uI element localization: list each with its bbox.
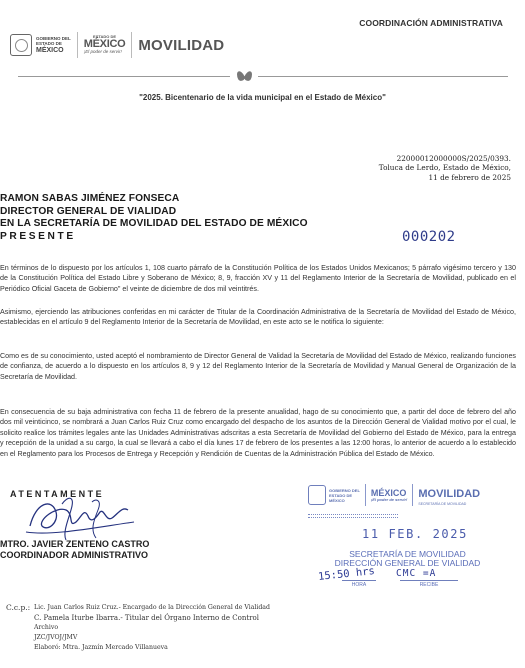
stamp-logos	[308, 484, 480, 506]
folio-number-stamp: 000202	[402, 229, 456, 245]
document-folio: 22000012000000S/2025/0393.	[396, 154, 511, 163]
addressee-name: RAMON SABAS JIMÉNEZ FONSECA	[0, 193, 180, 204]
body-paragraph: En consecuencia de su baja administrativa con fecha 11 de febrero de la presente anualidad, hago de su conocimiento que, a partir del doce de febrero del año dos mil veinticinco, se nombrará a Juan Carlos Ruiz Cruz como encargado del despacho de los asuntos de la Dirección General de Vialidad motivo por el cual, le solicito realice los trámites legales ante las Unidades Administrativas adscritas a esta Secretaría de Movilidad del Gobierno del Estado de México, para la entrega y recepción de la unidad a su cargo, la cual se llevará a cabo el día lunes 17 de febrero de los presentes a las 12:00 horas, lo anterior de acuerdo a lo establecido en el Reglamento para los Procesos de Entrega y Recepción y Rendición de Cuentas de la Administración Pública del Estado de México.	[0, 408, 516, 458]
mx-name-label: MÉXICO	[83, 38, 126, 51]
body-paragraph: En términos de lo dispuesto por los artículos 1, 108 cuarto párrafo de la Constitución Política de los Estados Unidos Mexicanos; 5 párrafo vigésimo tercero y 130 de la Constitución Política del Estado Libre y Soberano de México; 8, 9, fracción XV y 11 del Reglamento Interior de la Secretaría de Movilidad, publicado en el Periódico Oficial Gaceta de Gobierno" el veinte de diciembre de dos mil veintitrés.	[0, 264, 516, 293]
stamp-gov-text	[329, 488, 360, 503]
ccp-line: Elaboró: Mtra. Jazmín Mercado Villanueva	[34, 644, 168, 651]
stamp-recibe-label: RECIBE	[400, 580, 458, 588]
stamp-mexico-logo	[371, 489, 407, 502]
stamp-mx-name: MÉXICO	[370, 487, 407, 498]
signer-name: MTRO. JAVIER ZENTENO CASTRO	[0, 539, 150, 549]
ccp-line: Lic. Juan Carlos Ruiz Cruz.- Encargado de la Dirección General de Vialidad	[34, 604, 270, 611]
stamp-seal-icon	[308, 485, 326, 505]
body-paragraph: Asimismo, ejerciendo las atribuciones conferidas en mi carácter de Titular de la Coordinación Administrativa de la Secretaría de Movilidad del Estado de México, establecidas en el artículo 9 del Reglamento Interior de la Secretaría de Movilidad, en este acto se le notifica lo siguiente:	[0, 308, 516, 327]
handwritten-signature	[22, 492, 142, 544]
addressee-title-1: DIRECTOR GENERAL DE VIALIDAD	[0, 205, 177, 217]
stamp-gov-small: GOBIERNO DEL	[329, 487, 360, 493]
stamp-mx-tag: ¡El poder de servir!	[370, 496, 408, 502]
stamp-office-line-1: SECRETARÍA DE MOVILIDAD	[349, 549, 466, 559]
closing-atentamente: ATENTAMENTE	[10, 489, 105, 499]
ccp-line: Archivo	[34, 624, 59, 631]
salutation: PRESENTE	[0, 230, 76, 242]
stamp-separator	[365, 484, 366, 506]
stamp-brand-sub: SECRETARÍA DE MOVILIDAD	[418, 502, 467, 506]
document-date: 11 de febrero de 2025	[428, 172, 511, 182]
flower-ornament-icon	[236, 70, 254, 82]
mx-tagline: ¡El poder de servir!	[83, 49, 122, 55]
received-stamp	[300, 480, 515, 590]
signer-title: COORDINADOR ADMINISTRATIVO	[0, 549, 148, 560]
reference-block	[379, 154, 511, 182]
gov-small-label: GOBIERNO DEL	[36, 35, 71, 41]
stamp-handwritten-time: 15:50 hrs	[317, 565, 376, 583]
gov-estado-label: ESTADO DE	[36, 41, 62, 46]
addressee-title-2: EN LA SECRETARÍA DE MOVILIDAD DEL ESTADO DE MÉXICO	[0, 218, 308, 230]
document-place: Toluca de Lerdo, Estado de México,	[378, 163, 511, 173]
state-seal-icon	[10, 34, 32, 56]
stamp-brand: MOVILIDAD	[418, 488, 481, 500]
addressee-block	[0, 193, 308, 243]
header-divider-right	[258, 76, 508, 77]
logo-separator	[131, 32, 132, 58]
ccp-label: C.c.p.:	[6, 603, 31, 612]
mx-estado-label: ESTADO DE	[93, 34, 117, 40]
estado-de-mexico-logo	[84, 35, 126, 55]
stamp-date: 11 FEB. 2025	[362, 527, 468, 541]
gov-mexico-label: MÉXICO	[36, 46, 64, 54]
stamp-gov-estado: ESTADO DE	[329, 492, 353, 498]
logo-separator	[77, 32, 78, 58]
stamp-separator	[412, 484, 413, 506]
stamp-movilidad-logo	[418, 484, 480, 506]
ccp-line: C. Pamela Iturbe Ibarra.- Titular del Órgano Interno de Control	[34, 614, 259, 622]
stamp-rule	[308, 514, 398, 518]
stamp-office	[300, 550, 515, 567]
signer-block	[0, 539, 149, 560]
ccp-recipients	[34, 603, 270, 653]
ccp-line: JZC/JVOJ/JMV	[34, 634, 78, 641]
stamp-office-line-2: DIRECCIÓN GENERAL DE VIALIDAD	[334, 557, 481, 568]
header-divider-left	[18, 76, 230, 77]
stamp-handwritten-initials: CMC =A	[396, 568, 437, 579]
year-motto: "2025. Bicentenario de la vida municipal en el Estado de México"	[139, 93, 386, 102]
header-logo-bar	[10, 30, 224, 60]
gobierno-logo-text	[36, 36, 71, 55]
body-paragraph: Como es de su conocimiento, usted aceptó el nombramiento de Director General de Validad la Secretaría de Movilidad del Estado de México, realizando funciones de confianza, de acuerdo a lo dispuesto en los artículos 8, 9 y 12 del Reglamento Interior de la Secretaría de Movilidad y Manual General de Organización de la Secretaría de Movilidad.	[0, 352, 516, 381]
stamp-hora-label: HORA	[342, 580, 376, 588]
stamp-gov-mexico: MÉXICO	[329, 497, 345, 503]
movilidad-brand: MOVILIDAD	[138, 36, 225, 54]
department-header: COORDINACIÓN ADMINISTRATIVA	[359, 18, 503, 28]
